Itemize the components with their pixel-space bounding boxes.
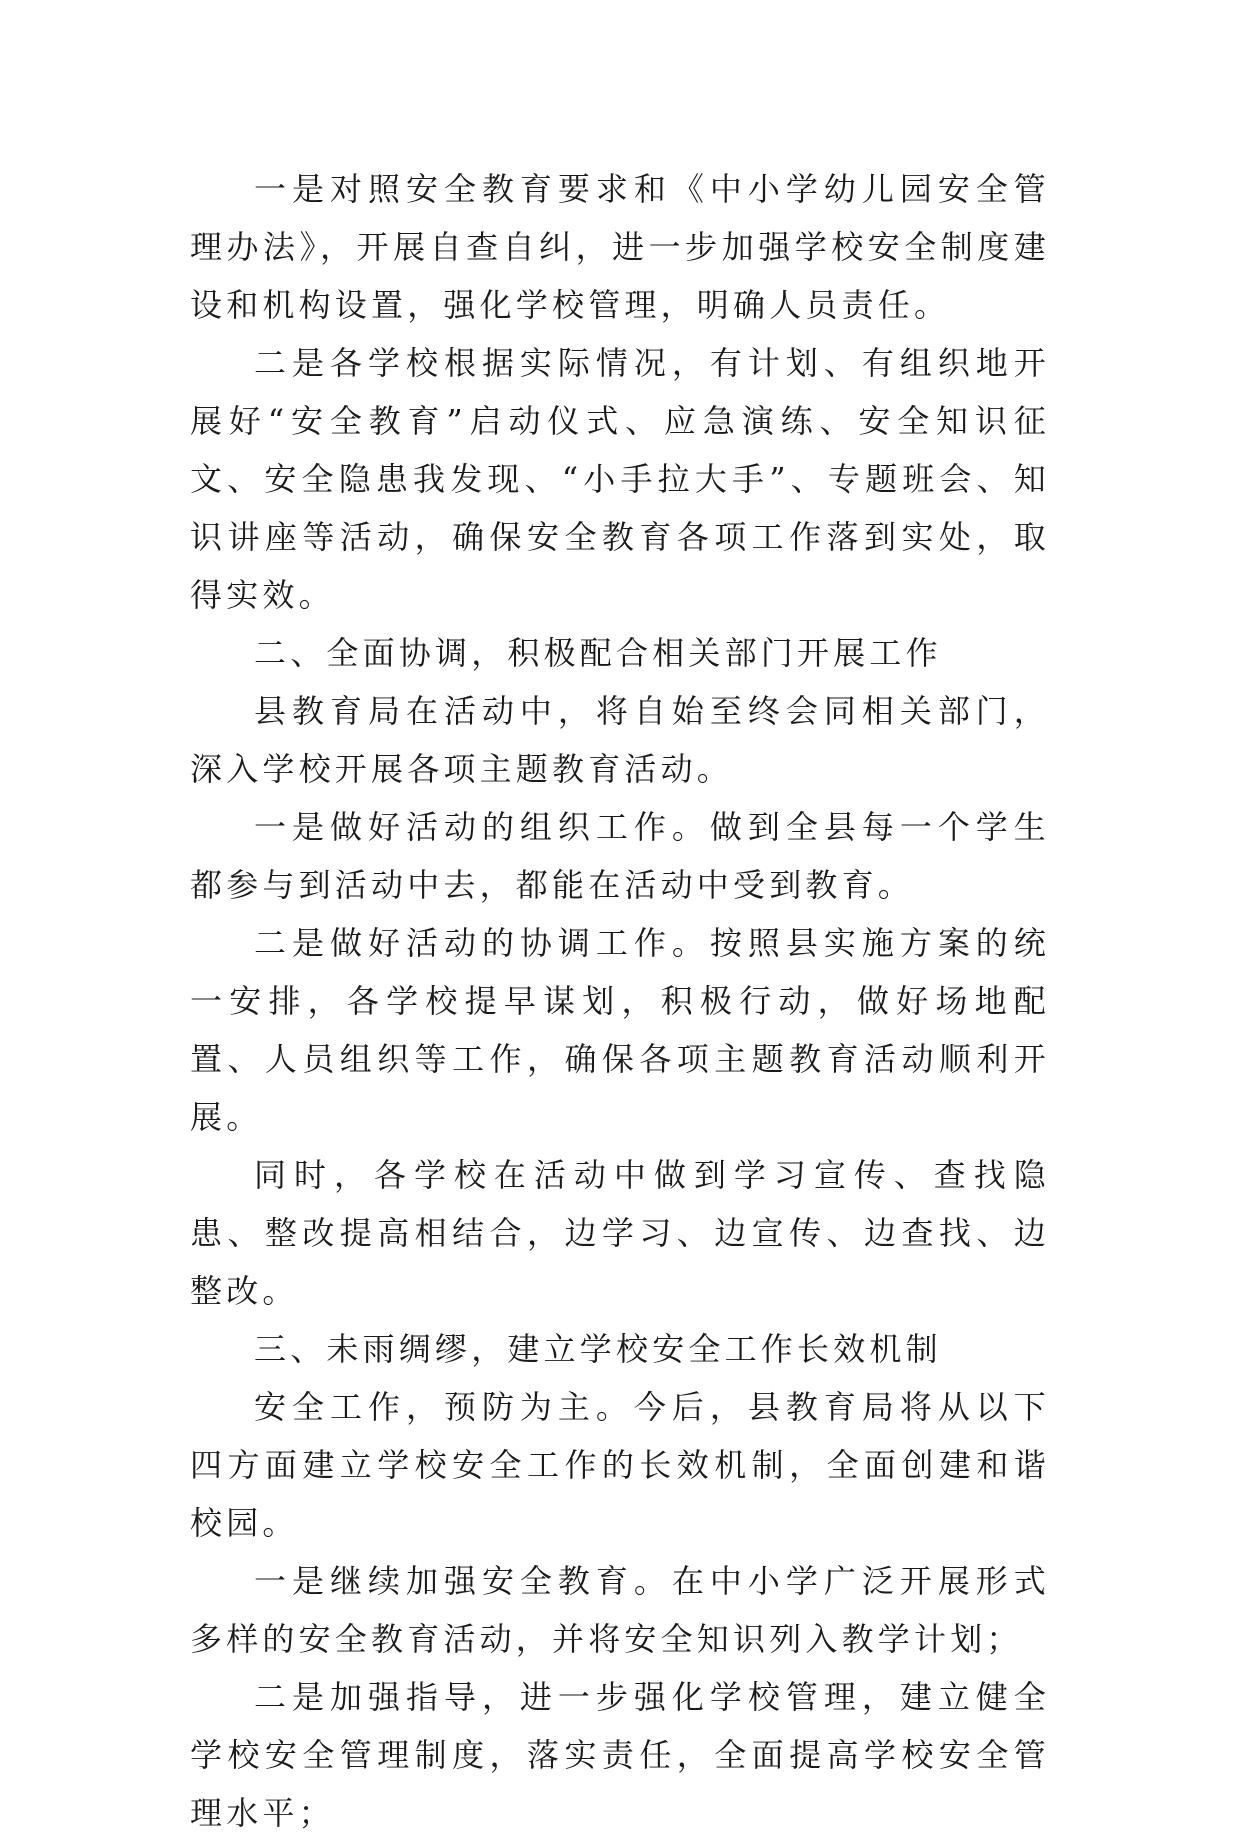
paragraph-organization: 一是做好活动的组织工作。做到全县每一个学生都参与到活动中去，都能在活动中受到教育。 <box>190 808 1050 904</box>
paragraph-prevention: 安全工作，预防为主。今后，县教育局将从以下四方面建立学校安全工作的长效机制，全面创建和谐校园。 <box>190 1388 1050 1542</box>
section-heading-coordination: 二、全面协调，积极配合相关部门开展工作 <box>254 634 942 672</box>
paragraph-education-bureau: 县教育局在活动中，将自始至终会同相关部门，深入学校开展各项主题教育活动。 <box>190 692 1050 788</box>
document-page <box>190 160 1050 1842</box>
section-heading-long-term-mechanism: 三、未雨绸缪，建立学校安全工作长效机制 <box>254 1330 942 1368</box>
paragraph-meanwhile: 同时，各学校在活动中做到学习宣传、查找隐患、整改提高相结合，边学习、边宣传、边查找、边整改。 <box>190 1156 1050 1310</box>
paragraph-safety-education: 一是继续加强安全教育。在中小学广泛开展形式多样的安全教育活动，并将安全知识列入教学计划； <box>190 1562 1050 1658</box>
paragraph-guidance: 二是加强指导，进一步强化学校管理，建立健全学校安全管理制度，落实责任，全面提高学校安全管理水平； <box>190 1678 1050 1832</box>
paragraph-self-inspection: 一是对照安全教育要求和《中小学幼儿园安全管理办法》，开展自查自纠，进一步加强学校安全制度建设和机构设置，强化学校管理，明确人员责任。 <box>190 170 1050 324</box>
paragraph-coordination-work: 二是做好活动的协调工作。按照县实施方案的统一安排，各学校提早谋划，积极行动，做好场地配置、人员组织等工作，确保各项主题教育活动顺利开展。 <box>190 924 1050 1136</box>
paragraph-activities: 二是各学校根据实际情况，有计划、有组织地开展好“安全教育”启动仪式、应急演练、安全知识征文、安全隐患我发现、“小手拉大手”、专题班会、知识讲座等活动，确保安全教育各项工作落到实处，取得实效。 <box>190 344 1050 614</box>
